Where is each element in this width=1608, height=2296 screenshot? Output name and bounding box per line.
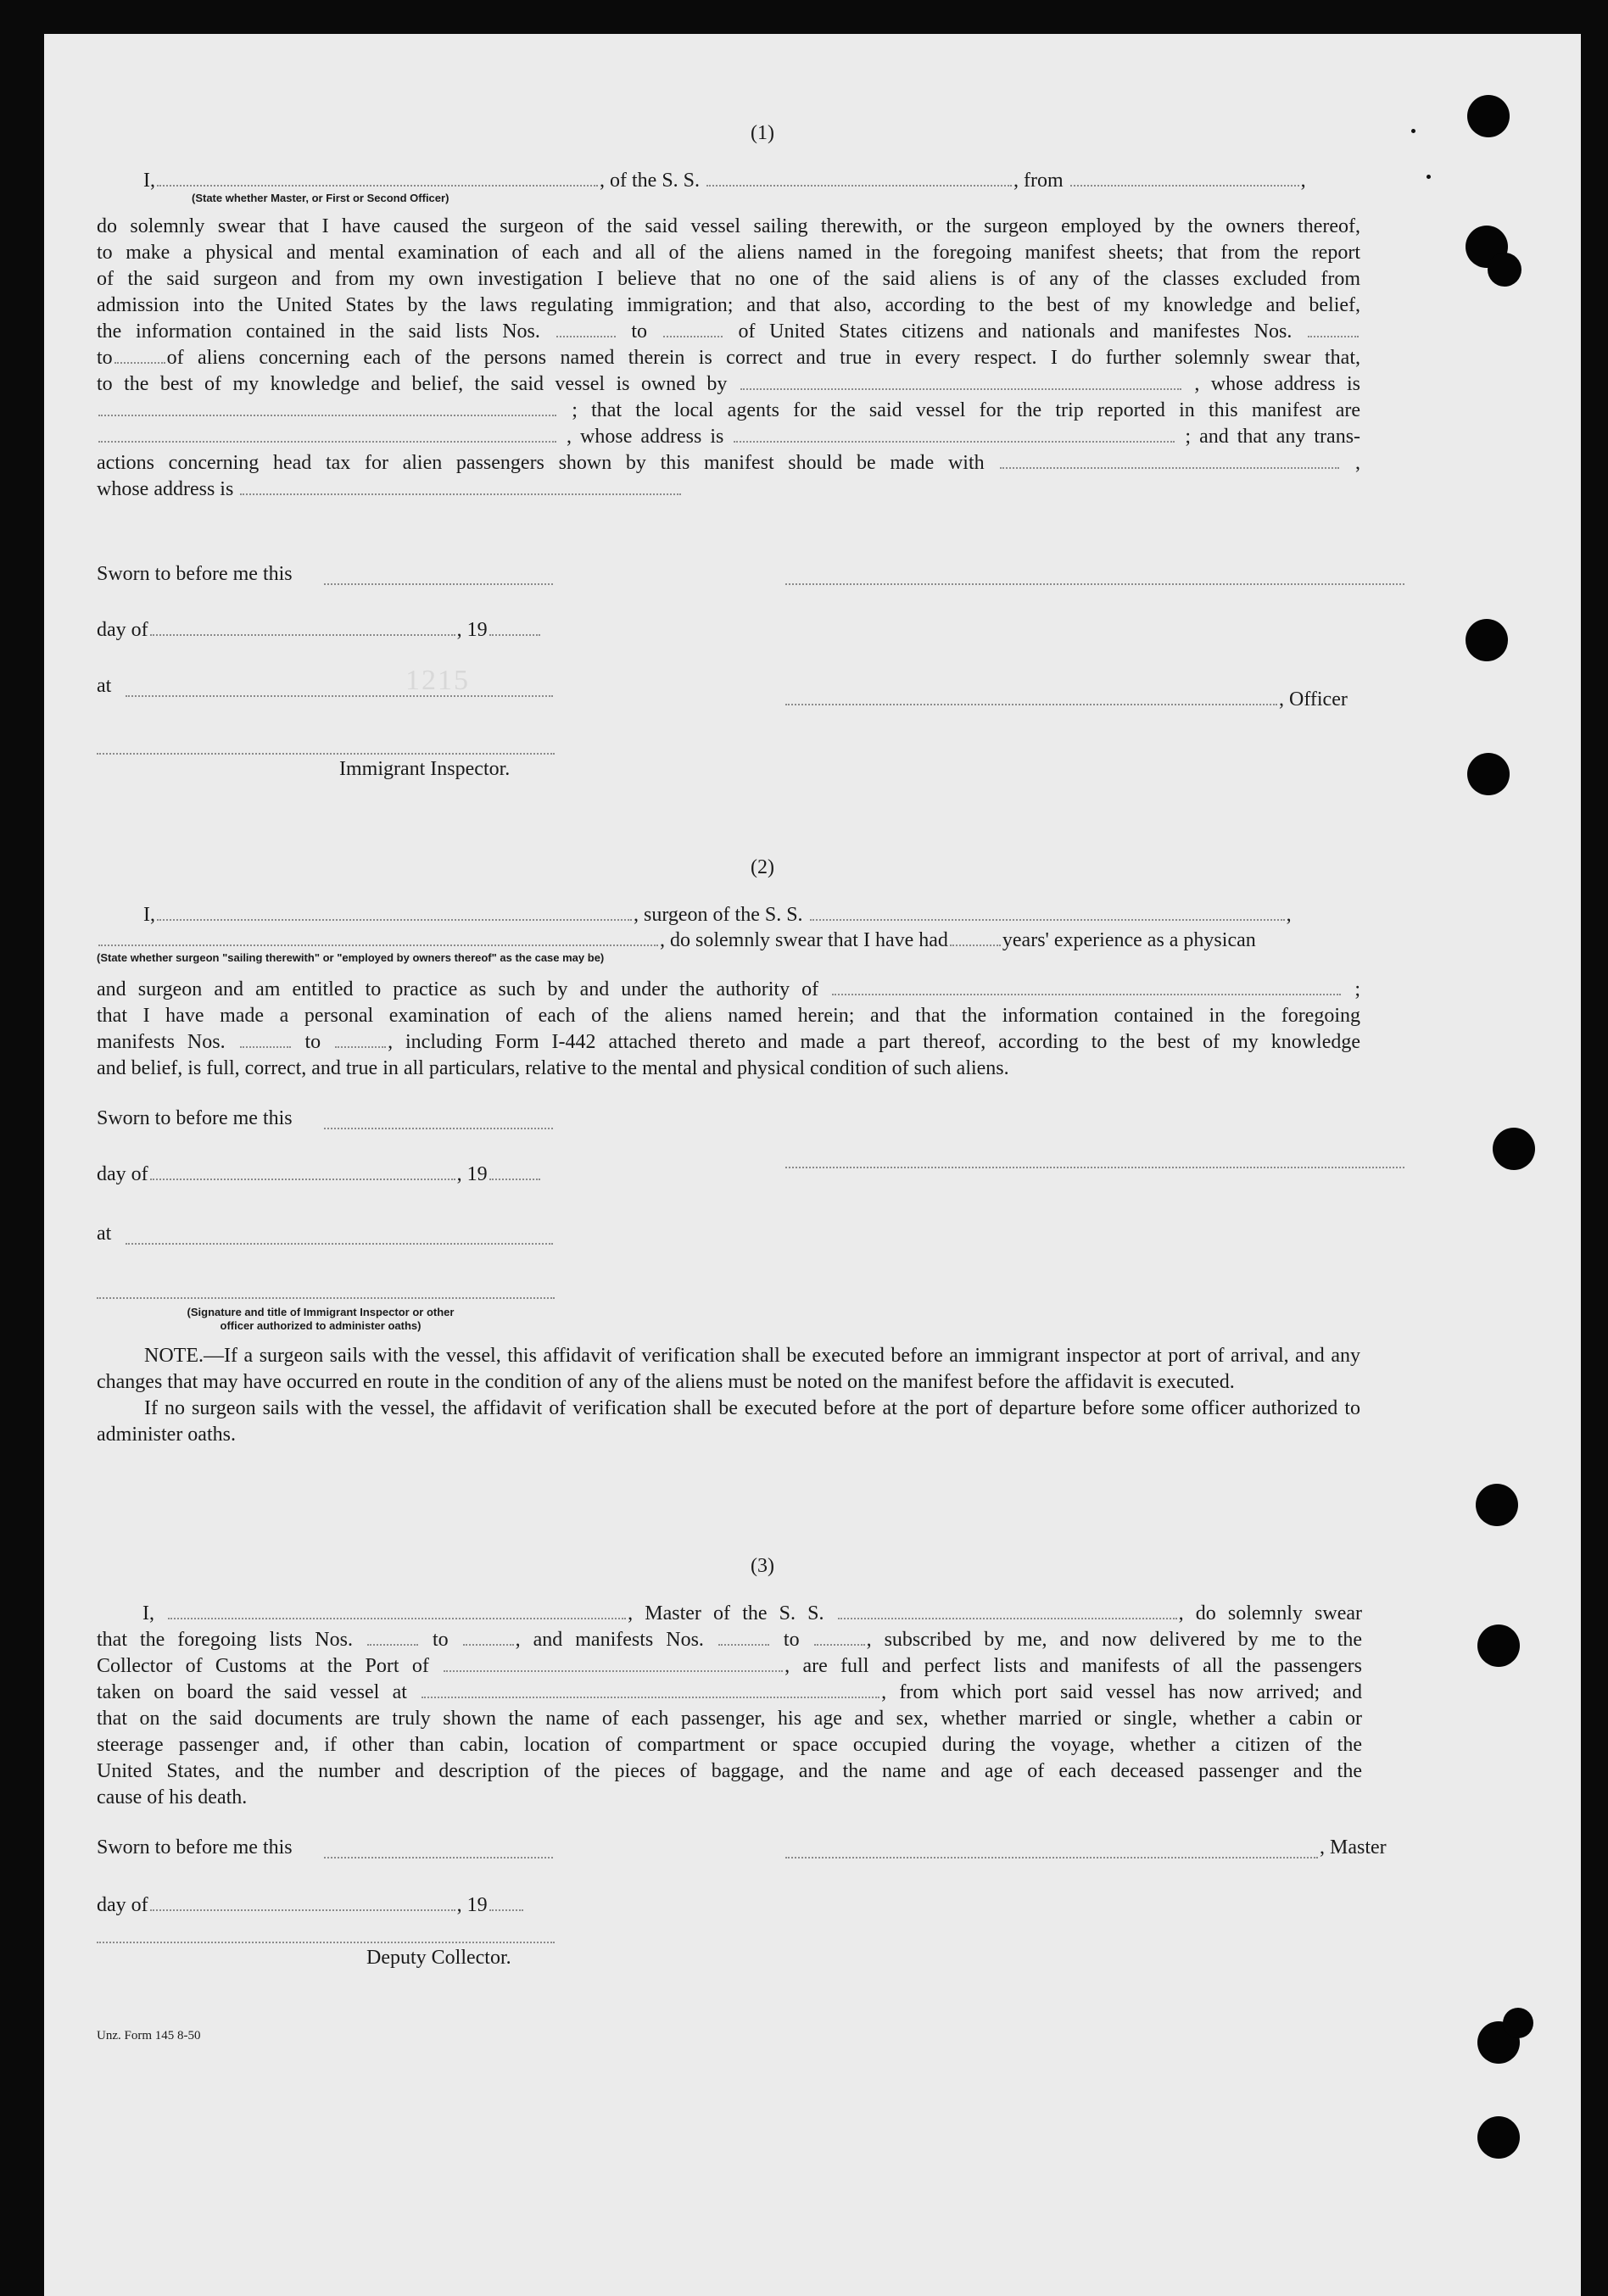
punch-hole <box>1466 619 1508 661</box>
sec3-deputy: Deputy Collector. <box>366 1947 511 1969</box>
punch-hole <box>1493 1128 1535 1170</box>
form-number: Unz. Form 145 8-50 <box>97 2029 201 2042</box>
section-3-heading: (3) <box>751 1555 774 1577</box>
sig-note-2: officer authorized to administer oaths) <box>220 1319 422 1332</box>
punch-hole <box>1503 2008 1533 2038</box>
sig-note-1: (Signature and title of Immigrant Inspector or other <box>187 1306 455 1318</box>
note-2: If no surgeon sails with the vessel, the affidavit of verification shall be executed before at the port of departure before some officer authorized to administer oaths. <box>97 1397 1360 1446</box>
affidavit-note <box>97 1343 1360 1448</box>
section-2-heading: (2) <box>751 856 774 878</box>
officer-note: (State whether Master, or First or Second Officer) <box>192 192 449 204</box>
sec1-paragraph: do solemnly swear that I have caused the surgeon of the said vessel sailing therewith, or the surgeon employed by the owners thereof, to make a physical and mental examination of each and all of the aliens named in the foregoing manifest sheets; that from the report of the said surgeon and from my own investigation I believe that no one of the said aliens is of any of the classes excluded from admission into the United States by the laws regulating immigration; and that also, according to the best of my knowledge and belief, the information contained in the said lists Nos. to of United States citizens and nationals and manifestes Nos. to of aliens concerning each of the persons named therein is correct and true in every respect. I do further solemnly swear that, to the best of my knowledge and belief, the said vessel is owned by , whose address is ; that the local agents for the said vessel for the trip reported in this manifest are , whose address is ; and that any trans- actions concerning head tax for alien passengers shown by this manifest should be made with , whose address is <box>97 215 1361 500</box>
punch-hole <box>1477 2116 1520 2159</box>
sec3-deputy-line <box>97 1942 555 1943</box>
sec1-at-line <box>126 695 553 697</box>
punch-hole <box>1467 95 1510 137</box>
sec1-at: at <box>97 675 112 697</box>
sec2-paragraph: and surgeon and am entitled to practice as such by and under the authority of ; that I have made a personal examination of each of the aliens named herein; and that the information contained in the foregoing manifests Nos. to , including Form I-442 attached thereto and made a part thereof, according to the best of my knowledge and belief, is full, correct, and true in all particulars, relative to the mental and physical condition of such aliens. <box>97 978 1361 1079</box>
sec1-sworn-line <box>324 583 553 585</box>
sec3-master: , Master <box>1320 1836 1387 1859</box>
punch-hole <box>1476 1484 1518 1526</box>
punch-hole <box>1467 753 1510 795</box>
form-page <box>44 34 1581 2296</box>
sec2-sworn: Sworn to before me this <box>97 1107 293 1129</box>
sec2-signature-line <box>785 1167 1404 1168</box>
faded-stamp: 1215 <box>405 665 470 696</box>
sec3-sworn: Sworn to before me this <box>97 1836 293 1859</box>
sec1-inspector: Immigrant Inspector. <box>339 758 511 780</box>
sec3-paragraph: I, , Master of the S. S. , do solemnly swear that the foregoing lists Nos. to , and manifests Nos. to , subscribed by me, and now delivered by me to the Collector of Customs at the Port of , are full and perfect lists and manifests of all the passengers taken on board the said vessel at , from which port said vessel has now arrived; and that on the said documents are truly shown the name of each passenger, his age and sex, whether married or single, whether a cabin or steerage passenger and, if other than cabin, location of compartment or space occupied during the voyage, whether a citizen of the United States, and the number and description of the pieces of baggage, and the name and age of each deceased passenger and the cause of his death. <box>97 1602 1363 1808</box>
sec2-line2: , do solemnly swear that I have had years' experience as a physican <box>97 928 1360 953</box>
speck <box>1427 175 1431 179</box>
punch-hole <box>1488 253 1521 287</box>
sec3-sworn-line <box>324 1857 553 1859</box>
sec2-sworn-line <box>324 1128 553 1129</box>
sec1-officer-line <box>785 704 1277 705</box>
section-1-heading: (1) <box>751 122 774 144</box>
surgeon-note: (State whether surgeon "sailing therewith" or "employed by owners thereof" as the case may be) <box>97 951 605 964</box>
sec3-master-line <box>785 1857 1318 1859</box>
sec2-line1: I, , surgeon of the S. S. , <box>143 904 1292 926</box>
sec2-at: at <box>97 1223 112 1245</box>
sec2-at-line <box>126 1243 553 1245</box>
sec1-dayof: day of , 19 <box>97 617 542 643</box>
sec1-sworn: Sworn to before me this <box>97 563 293 585</box>
sec3-dayof: day of , 19 <box>97 1892 525 1918</box>
sec1-officer: , Officer <box>1279 688 1348 711</box>
sec2-dayof: day of , 19 <box>97 1162 542 1187</box>
sec1-signature-line <box>785 583 1404 585</box>
sec2-inspector-line <box>97 1297 555 1299</box>
sec1-inspector-line <box>97 753 555 755</box>
note-1: NOTE.—If a surgeon sails with the vessel, this affidavit of verification shall be executed before an immigrant inspector at port of arrival, and any changes that may have occurred en route in the condition of any of the aliens must be noted on the manifest before the affidavit is executed. <box>97 1345 1360 1393</box>
punch-hole <box>1477 1624 1520 1667</box>
sec1-line1: I, , of the S. S. , from , <box>143 170 1306 192</box>
speck <box>1411 129 1415 133</box>
